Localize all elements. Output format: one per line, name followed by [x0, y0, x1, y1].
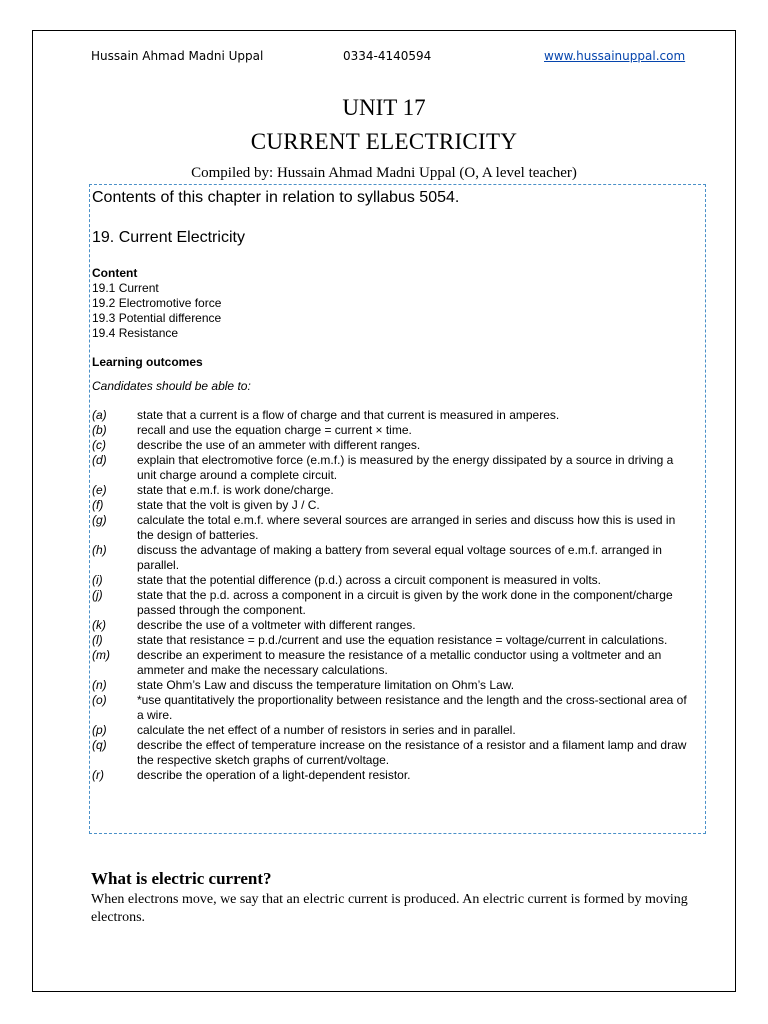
outcome-label: (f)	[92, 498, 104, 512]
compiled-by: Compiled by: Hussain Ahmad Madni Uppal (O, A level teacher)	[191, 165, 577, 181]
outcome-label: (n)	[92, 678, 107, 692]
outcome-label: (m)	[92, 648, 110, 662]
outcome-label: (h)	[92, 543, 107, 557]
outcome-item	[92, 423, 705, 438]
outcome-label: (l)	[92, 633, 103, 647]
outcome-item	[92, 453, 705, 483]
outcome-item	[92, 513, 705, 543]
unit-number: UNIT 17	[342, 95, 426, 120]
content-item: 19.2 Electromotive force	[92, 296, 222, 310]
outcome-text: discuss the advantage of making a battery from several equal voltage sources of e.m.f. arranged in parallel.	[137, 543, 662, 572]
content-heading: Content	[92, 266, 138, 280]
content-item: 19.4 Resistance	[92, 326, 179, 340]
outcome-item	[92, 768, 705, 783]
content-item: 19.1 Current	[92, 281, 159, 295]
syllabus-box	[89, 184, 706, 834]
outcome-item	[92, 723, 705, 738]
document-page	[32, 30, 736, 992]
outcome-item	[92, 438, 705, 453]
outcome-label: (k)	[92, 618, 106, 632]
outcomes-intro: Candidates should be able to:	[92, 379, 251, 393]
outcome-text: describe the operation of a light-dependent resistor.	[137, 768, 411, 782]
outcome-text: state Ohm’s Law and discuss the temperature limitation on Ohm’s Law.	[137, 678, 515, 692]
outcome-text: state that e.m.f. is work done/charge.	[137, 483, 334, 497]
outcome-item	[92, 408, 705, 423]
section-heading: What is electric current?	[91, 869, 272, 888]
outcome-text: calculate the net effect of a number of resistors in series and in parallel.	[137, 723, 516, 737]
section-paragraph: When electrons move, we say that an electric current is produced. An electric current is formed by moving electrons.	[91, 892, 688, 925]
outcome-text: recall and use the equation charge = current × time.	[137, 423, 412, 437]
outcome-item	[92, 588, 705, 618]
outcome-text: describe an experiment to measure the resistance of a metallic conductor using a voltmeter and an ammeter and make the necessary calculations.	[137, 648, 662, 677]
outcome-text: state that the p.d. across a component in a circuit is given by the work done in the component/charge passed through the component.	[137, 588, 673, 617]
outcome-text: state that a current is a flow of charge and that current is measured in amperes.	[137, 408, 560, 422]
outcome-item	[92, 738, 705, 768]
syllabus-topic: 19. Current Electricity	[92, 229, 245, 246]
outcome-label: (i)	[92, 573, 103, 587]
chapter-title: CURRENT ELECTRICITY	[250, 129, 518, 154]
outcome-label: (r)	[92, 768, 104, 782]
outcome-item	[92, 483, 705, 498]
outcome-item	[92, 648, 705, 678]
outcome-item	[92, 678, 705, 693]
outcome-item	[92, 498, 705, 513]
header-phone: 0334-4140594	[343, 49, 432, 63]
outcome-label: (j)	[92, 588, 103, 602]
outcome-text: state that resistance = p.d./current and use the equation resistance = voltage/current in calculations.	[137, 633, 668, 647]
outcome-label: (b)	[92, 423, 107, 437]
outcome-text: describe the effect of temperature increase on the resistance of a resistor and a filament lamp and draw the respective sketch graphs of current/voltage.	[137, 738, 687, 767]
outcomes-list	[92, 408, 705, 783]
header-website-link[interactable]: www.hussainuppal.com	[544, 49, 686, 63]
outcome-label: (q)	[92, 738, 107, 752]
outcome-text: state that the potential difference (p.d.) across a circuit component is measured in volts.	[137, 573, 602, 587]
outcome-label: (a)	[92, 408, 107, 422]
content-item: 19.3 Potential difference	[92, 311, 222, 325]
outcome-text: describe the use of an ammeter with different ranges.	[137, 438, 421, 452]
outcome-text: state that the volt is given by J / C.	[137, 498, 320, 512]
outcome-text: calculate the total e.m.f. where several sources are arranged in series and discuss how this is used in the design of batteries.	[137, 513, 676, 542]
outcome-label: (g)	[92, 513, 107, 527]
outcome-item	[92, 618, 705, 633]
outcome-label: (o)	[92, 693, 107, 707]
header-author: Hussain Ahmad Madni Uppal	[91, 49, 264, 63]
learning-outcomes-heading: Learning outcomes	[92, 355, 203, 369]
syllabus-box-title: Contents of this chapter in relation to syllabus 5054.	[92, 189, 460, 206]
outcome-label: (c)	[92, 438, 106, 452]
outcome-label: (e)	[92, 483, 107, 497]
outcome-item	[92, 633, 705, 648]
content-list	[92, 281, 705, 341]
outcome-text: describe the use of a voltmeter with different ranges.	[137, 618, 416, 632]
outcome-label: (p)	[92, 723, 107, 737]
outcome-item	[92, 573, 705, 588]
outcome-label: (d)	[92, 453, 107, 467]
outcome-item	[92, 693, 705, 723]
outcome-item	[92, 543, 705, 573]
outcome-text: explain that electromotive force (e.m.f.) is measured by the energy dissipated by a source in driving a unit charge around a complete circuit.	[137, 453, 674, 482]
outcome-text: *use quantitatively the proportionality between resistance and the length and the cross-sectional area of a wire.	[137, 693, 687, 722]
